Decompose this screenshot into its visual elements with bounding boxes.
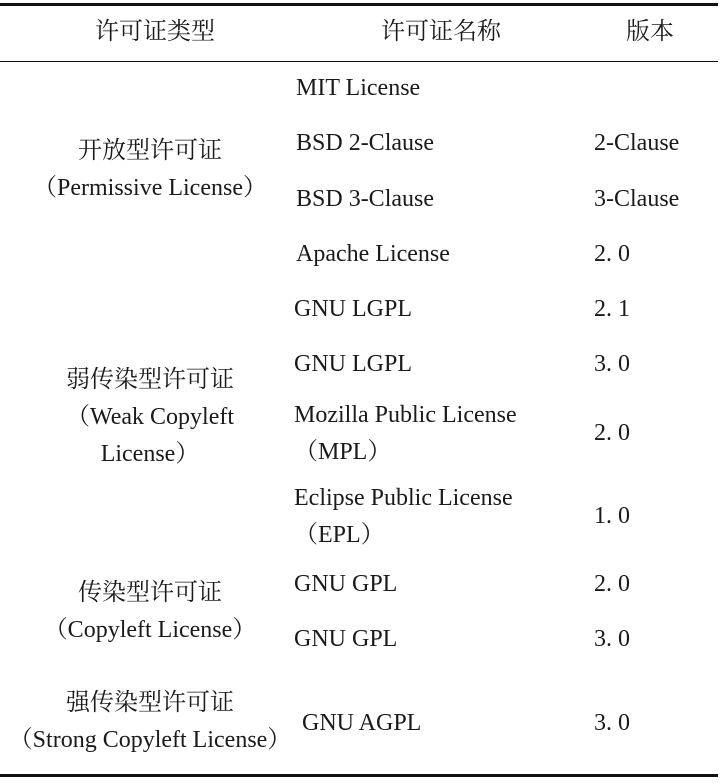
category-en: （Copyleft License） [43,617,257,643]
category-zh: 开放型许可证 [78,138,222,164]
license-name: GNU GPL [294,626,398,652]
license-name: GNU GPL [294,571,398,597]
license-version: 2. 0 [594,241,630,267]
license-name: GNU LGPL [294,351,412,377]
license-name-abbrev: （MPL） [294,439,392,465]
license-name: GNU AGPL [302,710,422,736]
category-en: （Strong Copyleft License） [8,727,292,753]
category-weak-copyleft [0,362,300,473]
license-name: Mozilla Public License [294,402,517,428]
table-top-rule [0,3,718,6]
table-header-rule [0,61,718,62]
license-name: MIT License [296,75,421,101]
license-version: 2-Clause [594,130,680,156]
license-name-abbrev: （EPL） [294,522,385,548]
table-bottom-rule [0,774,718,777]
license-name: Eclipse Public License [294,485,513,511]
license-version: 3. 0 [594,626,630,652]
license-version: 3. 0 [594,351,630,377]
category-strong-copyleft [0,685,300,759]
license-name: GNU LGPL [294,296,412,322]
header-license-type: 许可证类型 [95,19,215,45]
category-copyleft [0,575,300,649]
header-version: 版本 [626,19,674,45]
category-permissive [0,133,300,207]
category-zh: 强传染型许可证 [66,690,234,716]
category-en: License） [100,441,200,467]
category-en: （Weak Copyleft [65,404,235,430]
license-version: 1. 0 [594,503,630,529]
category-zh: 传染型许可证 [78,580,222,606]
license-version: 2. 0 [594,420,630,446]
license-version: 3-Clause [594,186,680,212]
license-version: 3. 0 [594,710,630,736]
license-name: BSD 3-Clause [296,186,434,212]
license-name: BSD 2-Clause [296,130,434,156]
license-name: Apache License [296,241,450,267]
license-version: 2. 0 [594,571,630,597]
header-license-name: 许可证名称 [381,19,501,45]
license-version: 2. 1 [594,296,630,322]
category-en: （Permissive License） [33,175,267,201]
category-zh: 弱传染型许可证 [66,367,234,393]
